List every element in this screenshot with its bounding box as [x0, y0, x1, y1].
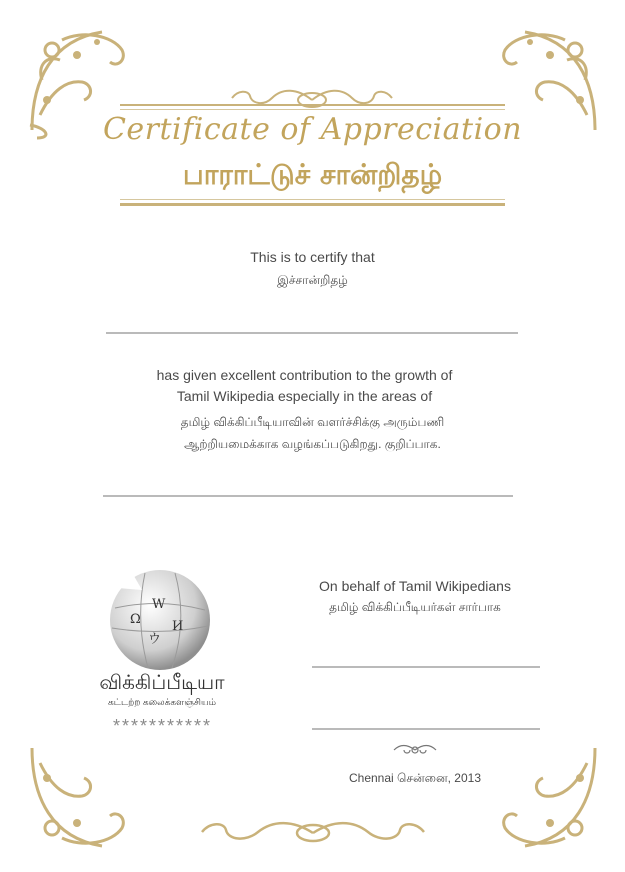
header-bottom-rule-thin: [120, 199, 505, 200]
certificate-title: Certificate of Appreciation: [102, 112, 523, 147]
header-top-rule: [120, 104, 505, 106]
certify-text: This is to certify that: [250, 249, 375, 265]
svg-text:Ω: Ω: [130, 612, 141, 627]
certify-text-tamil: இச்சான்றிதழ்: [277, 273, 348, 287]
svg-text:И: И: [172, 619, 184, 634]
flourish-corner-icon: [22, 738, 142, 858]
contribution-text-line1: has given excellent contribution to the growth of: [156, 367, 453, 383]
svg-text:ウ: ウ: [148, 632, 162, 647]
svg-text:W: W: [152, 597, 166, 612]
header-bottom-rule: [120, 203, 505, 206]
place-date: Chennai சென்னை, 2013: [348, 771, 481, 785]
signature-line: [312, 666, 540, 668]
contribution-text-line2: Tamil Wikipedia especially in the areas of: [176, 388, 433, 404]
behalf-text: On behalf of Tamil Wikipedians: [319, 578, 511, 594]
behalf-text-tamil: தமிழ் விக்கிப்பீடியர்கள் சார்பாக: [329, 600, 501, 614]
contribution-text-tamil-line2: ஆற்றியமைக்காக வழங்கப்படுகிறது. குறிப்பாக.: [184, 437, 441, 451]
recipient-name-line: [106, 332, 518, 334]
flourish-corner-icon: [485, 738, 605, 858]
certificate-title-tamil: பாராட்டுச் சான்றிதழ்: [182, 158, 443, 191]
header-top-rule-thin: [120, 109, 505, 110]
ornament-scroll-icon: [392, 743, 438, 757]
wikipedia-globe-icon: [100, 568, 220, 673]
contribution-text-tamil-line1: தமிழ் விக்கிப்பீடியாவின் வளர்ச்சிக்கு அரும்பணி: [180, 415, 445, 429]
wikipedia-tagline: கட்டற்ற கலைக்களஞ்சியம்: [108, 697, 216, 707]
signature-line-second: [312, 728, 540, 730]
decorative-stars: ***********: [112, 716, 213, 736]
wikipedia-wordmark: விக்கிப்பீடியா: [99, 672, 225, 694]
contribution-area-line: [103, 495, 513, 497]
ornament-scroll-icon: [198, 818, 428, 848]
